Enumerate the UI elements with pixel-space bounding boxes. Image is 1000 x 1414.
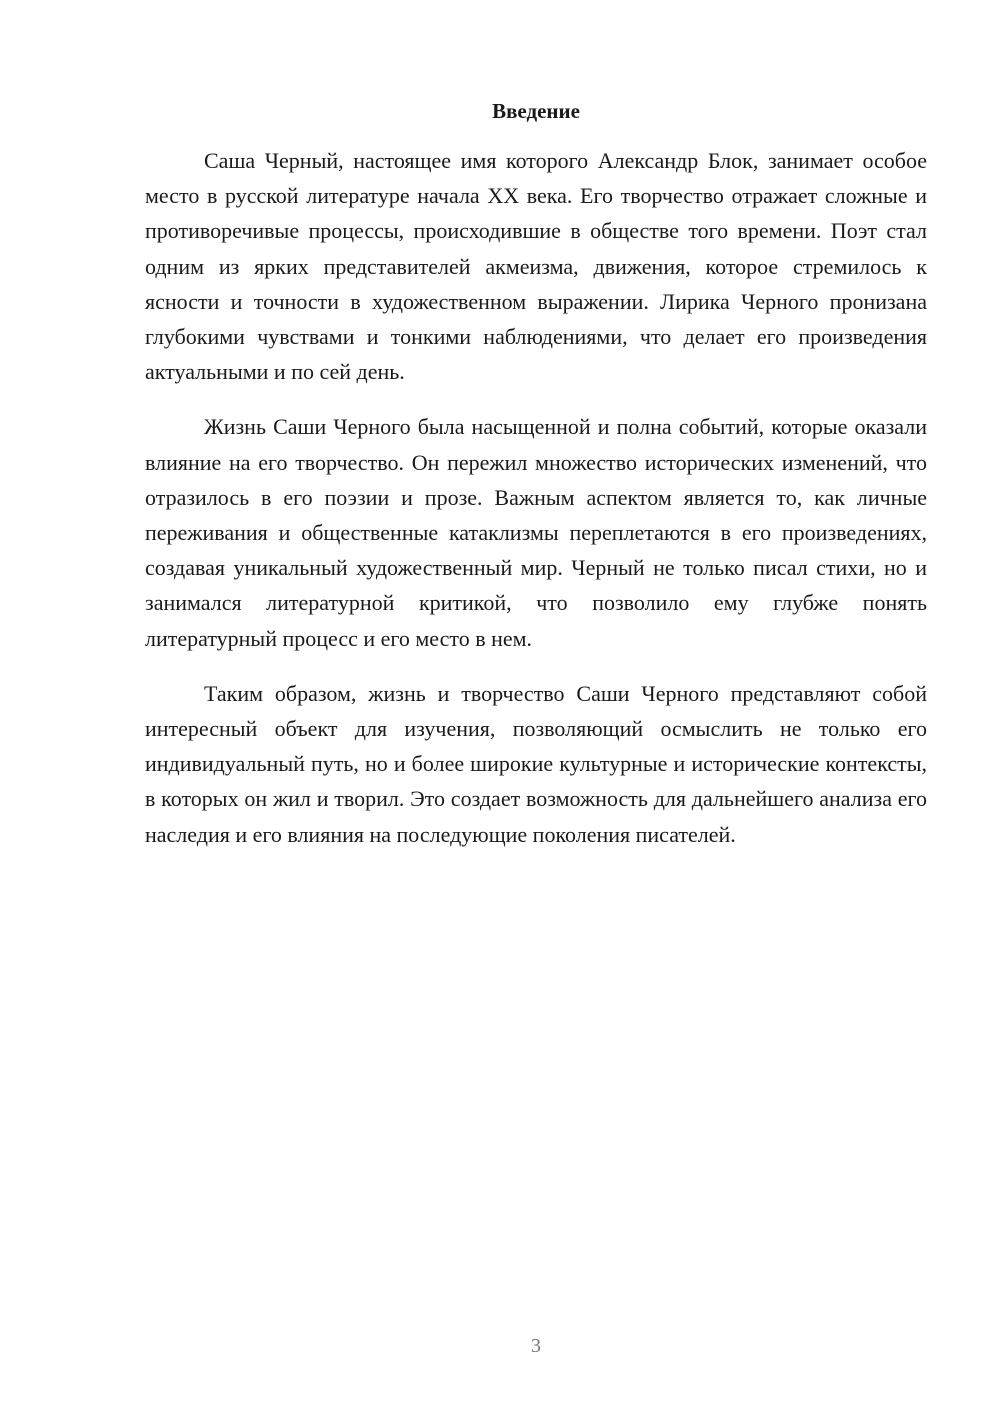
- page-title: Введение: [492, 99, 580, 123]
- body-text: [145, 143, 927, 872]
- page-number: 3: [531, 1335, 541, 1357]
- paragraph-3: Таким образом, жизнь и творчество Саши Черного представляют собой интересный объект для изучения, позволяющий осмыслить не только его индивидуальный путь, но и более широкие культурные и исторические контексты, в которых он жил и творил. Это создает возможность для дальнейшего анализа его наследия и его влияния на последующие поколения писателей.: [145, 680, 927, 847]
- paragraph-1: Саша Черный, настоящее имя которого Александр Блок, занимает особое место в русской литературе начала XX века. Его творчество отражает сложные и противоречивые процессы, происходившие в обществе того времени. Поэт стал одним из ярких представителей акмеизма, движения, которое стремилось к ясности и точности в художественном выражении. Лирика Черного пронизана глубокими чувствами и тонкими наблюдениями, что делает его произведения актуальными и по сей день.: [145, 148, 927, 385]
- paragraph-2: Жизнь Саши Черного была насыщенной и полна событий, которые оказали влияние на его творчество. Он пережил множество исторических изменений, что отразилось в его поэзии и прозе. Важным аспектом является то, как личные переживания и общественные катаклизмы переплетаются в его произведениях, создавая уникальный художественный мир. Черный не только писал стихи, но и занимался литературной критикой, что позволило ему глубже понять литературный процесс и его место в нем.: [145, 414, 927, 651]
